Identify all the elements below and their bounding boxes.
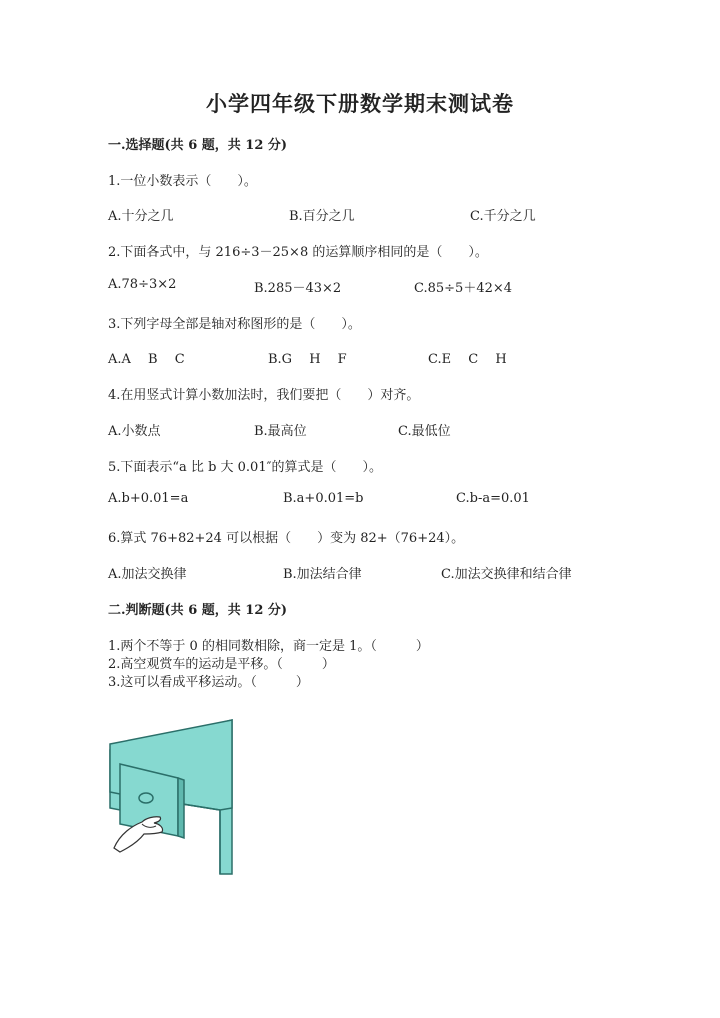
q6-option-b: B.加法结合律: [283, 567, 362, 582]
page-title: 小学四年级下册数学期末测试卷: [206, 91, 514, 116]
drawer-pull-illustration: [106, 716, 240, 876]
q6-option-c: C.加法交换律和结合律: [441, 567, 572, 582]
q5-option-c: C.b-a=0.01: [456, 491, 530, 506]
question-6: 6.算式 76+82+24 可以根据（ ）变为 82+（76+24）。: [108, 531, 465, 546]
q3-option-c: C.E C H: [428, 352, 507, 367]
question-3: 3.下列字母全部是轴对称图形的是（ ）。: [108, 317, 361, 332]
q5-option-a: A.b+0.01=a: [108, 491, 189, 506]
q4-option-a: A.小数点: [108, 424, 161, 439]
q2-option-a: A.78÷3×2: [108, 277, 177, 292]
judgement-question-1: 1.两个不等于 0 的相同数相除，商一定是 1。（ ）: [108, 639, 429, 654]
question-4: 4.在用竖式计算小数加法时，我们要把（ ）对齐。: [108, 388, 420, 403]
q3-option-b: B.G H F: [268, 352, 347, 367]
q5-option-b: B.a+0.01=b: [283, 491, 364, 506]
q2-option-b: B.285－43×2: [254, 281, 342, 296]
q3-option-a: A.A B C: [108, 352, 185, 367]
q2-option-c: C.85÷5＋42×4: [414, 281, 513, 296]
question-1: 1.一位小数表示（ ）。: [108, 174, 257, 189]
q6-option-a: A.加法交换律: [108, 567, 187, 582]
q4-option-c: C.最低位: [398, 424, 451, 439]
q1-option-b: B.百分之几: [289, 209, 355, 224]
judgement-question-2: 2.高空观赏车的运动是平移。（ ）: [108, 657, 335, 672]
section-heading-judgement: 二.判断题(共 6 题，共 12 分): [108, 603, 288, 618]
question-5: 5.下面表示“a 比 b 大 0.01″的算式是（ ）。: [108, 460, 382, 475]
section-heading-choice: 一.选择题(共 6 题，共 12 分): [108, 138, 288, 153]
question-2: 2.下面各式中，与 216÷3－25×8 的运算顺序相同的是（ ）。: [108, 245, 488, 260]
judgement-question-3: 3.这可以看成平移运动。（ ）: [108, 675, 309, 690]
q1-option-a: A.十分之几: [108, 209, 174, 224]
q4-option-b: B.最高位: [254, 424, 307, 439]
q1-option-c: C.千分之几: [470, 209, 536, 224]
